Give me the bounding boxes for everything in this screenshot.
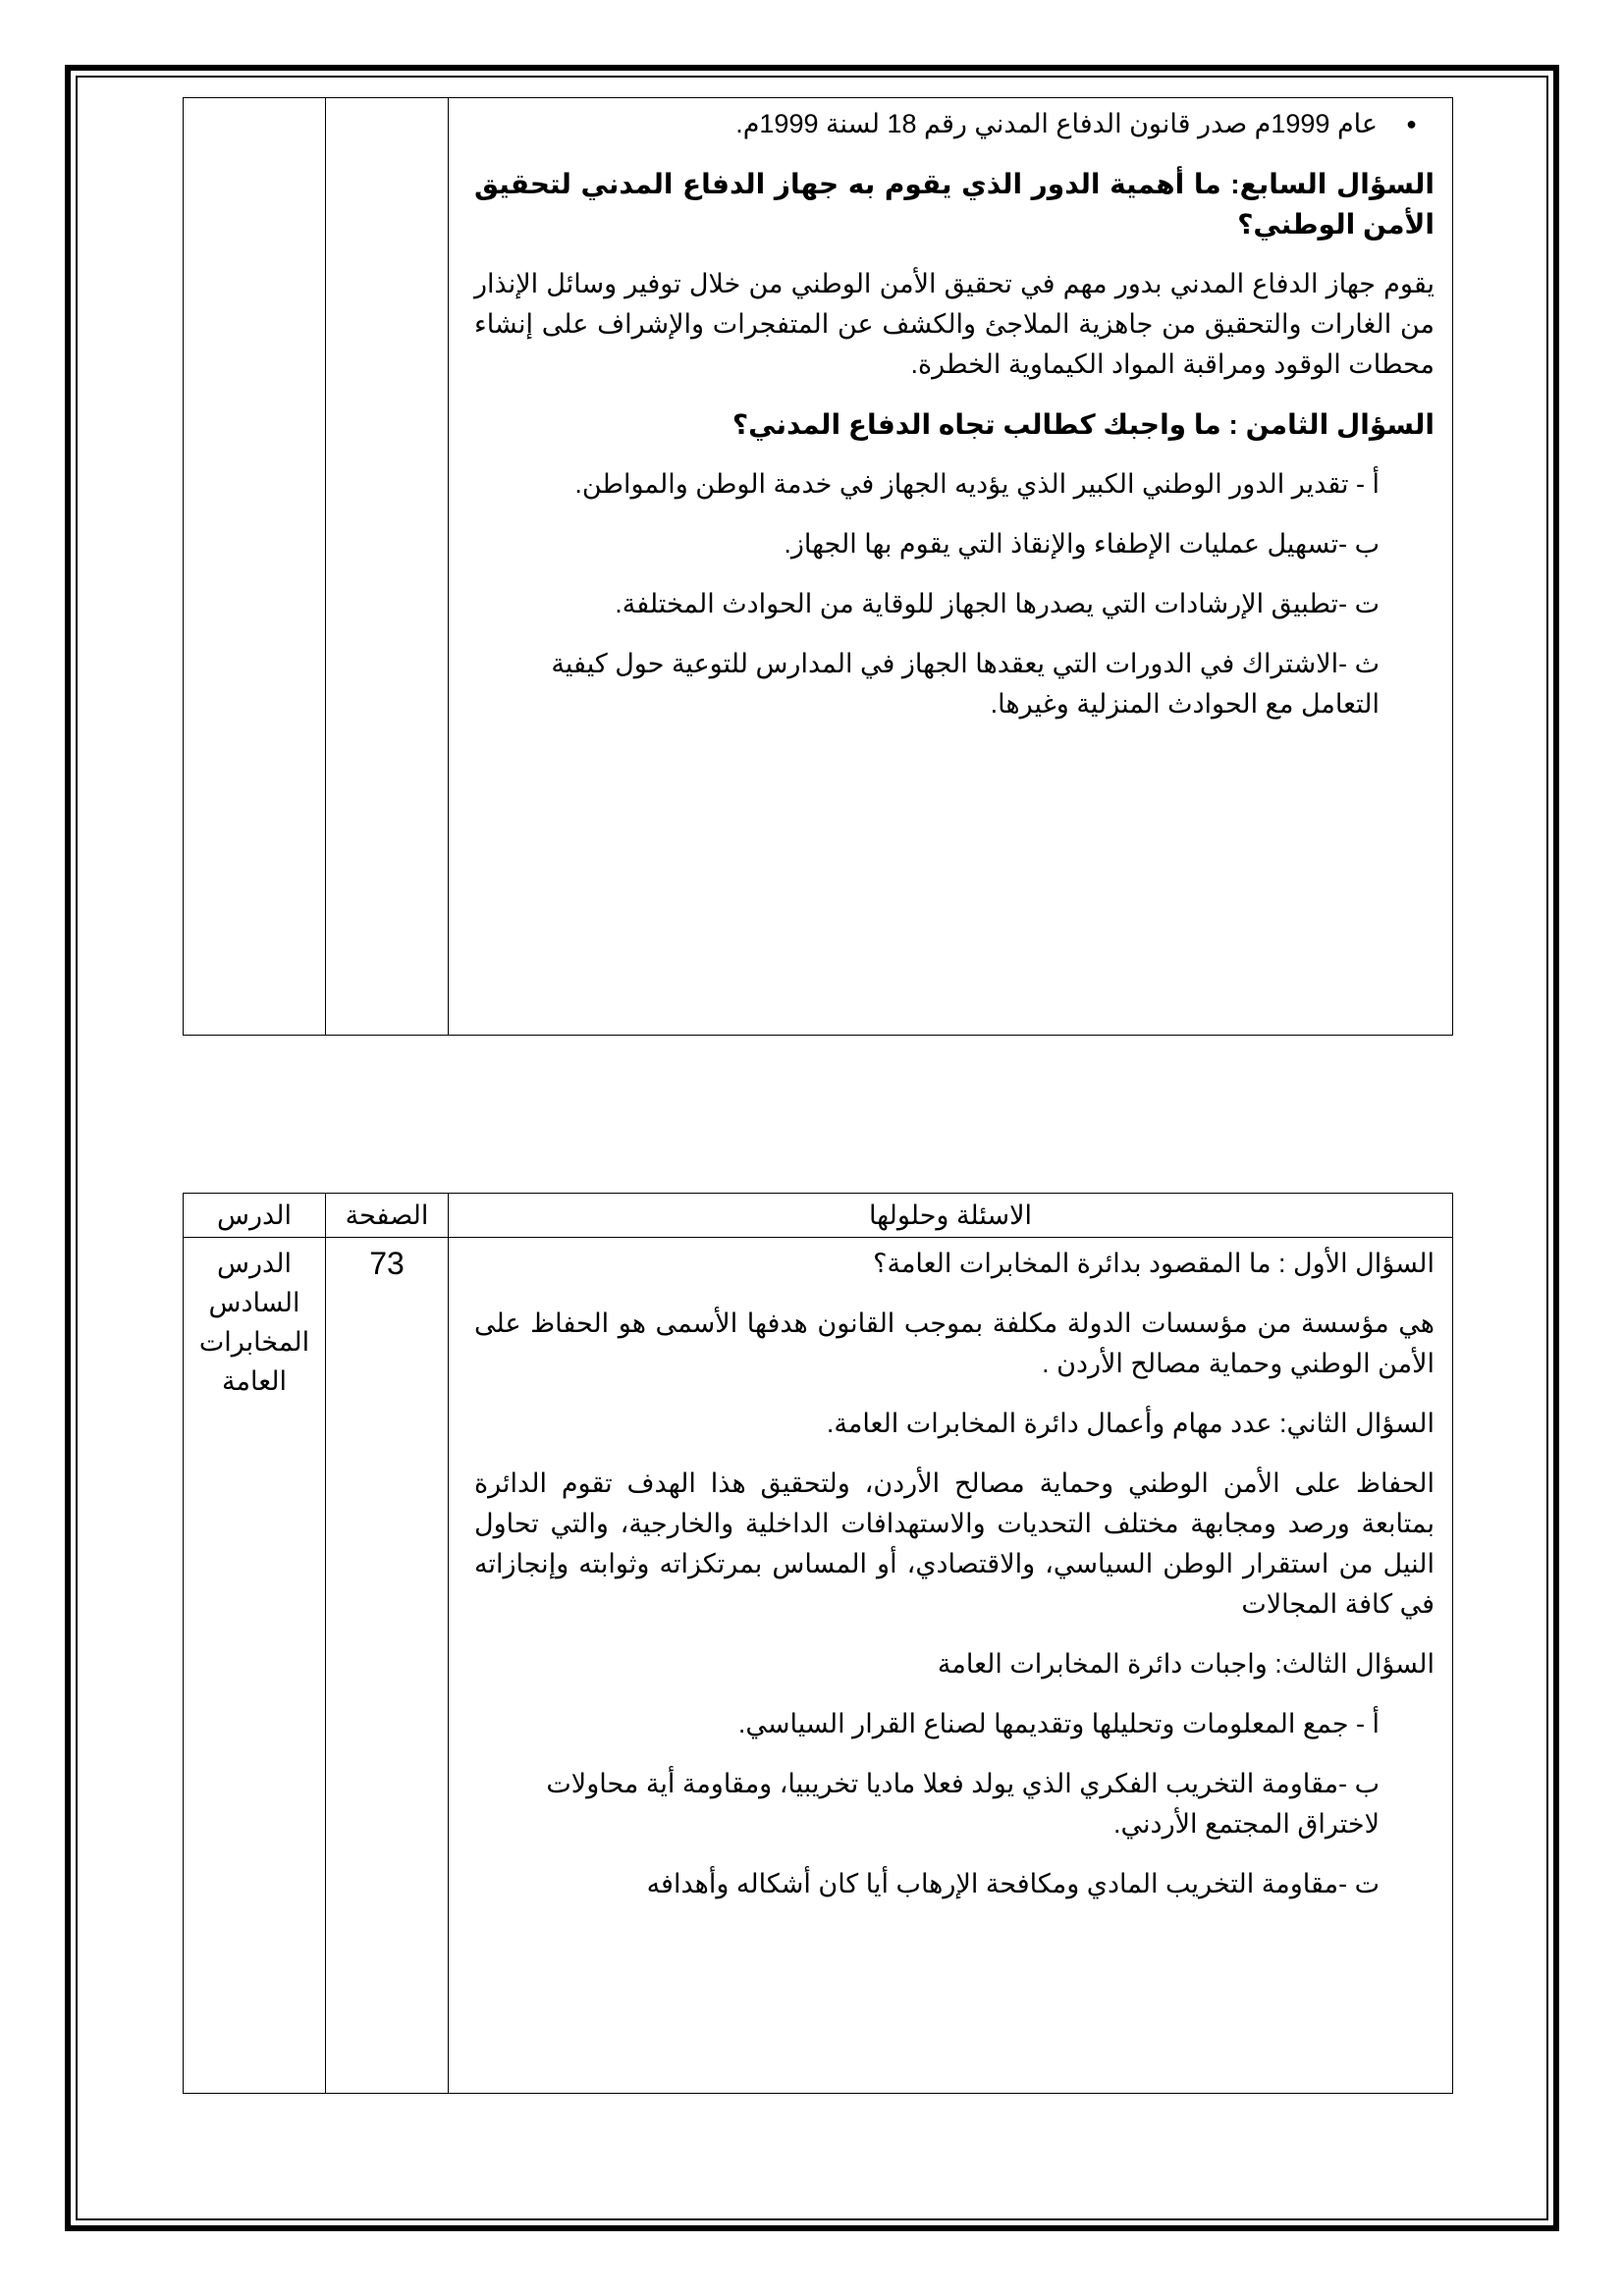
question-2-title: السؤال الثاني: عدد مهام وأعمال دائرة المخابرات العامة. (826, 1409, 1435, 1438)
page-cell-empty (326, 98, 449, 1036)
question-3-item: ت -مقاومة التخريب المادي ومكافحة الإرهاب أيا كان أشكاله وأهدافه (646, 1869, 1380, 1898)
law-bullet: ● عام 1999م صدر قانون الدفاع المدني رقم 18 لسنة 1999م. (474, 104, 1435, 144)
lesson-line: الدرس (217, 1249, 292, 1278)
question-3-title: السؤال الثالث: واجبات دائرة المخابرات العامة (937, 1649, 1435, 1679)
civil-defense-table (183, 97, 1453, 1036)
question-3-item: أ - جمع المعلومات وتحليلها وتقديمها لصناع القرار السياسي. (737, 1709, 1380, 1738)
question-8-item: ث -الاشتراك في الدورات التي يعقدها الجهاز في المدارس للتوعية حول كيفية التعامل مع الحوادث المنزلية وغيرها. (551, 649, 1380, 719)
question-1-answer: هي مؤسسة من مؤسسات الدولة مكلفة بموجب القانون هدفها الأسمى هو الحفاظ على الأمن الوطني وحماية مصالح الأردن . (474, 1308, 1435, 1378)
answers-cell (449, 98, 1453, 1036)
lesson-name (184, 1238, 326, 2094)
header-questions: الاسئلة وحلولها (449, 1194, 1453, 1238)
header-lesson: الدرس (184, 1194, 326, 1238)
lesson-line: العامة (222, 1366, 287, 1396)
question-2-answer: الحفاظ على الأمن الوطني وحماية مصالح الأردن، ولتحقيق هذا الهدف تقوم الدائرة بمتابعة ورصد ومجابهة مختلف التحديات والاستهدافات الداخلية والخارجية، والتي تحاول النيل من استقرار الوطن السياسي، والاقتصادي، أو المساس بمرتكزاته وثوابته وإنجازاته في كافة المجالات (474, 1468, 1435, 1619)
question-8-title: السؤال الثامن : ما واجبك كطالب تجاه الدفاع المدني؟ (731, 409, 1435, 440)
question-8-item: ب -تسهيل عمليات الإطفاء والإنقاذ التي يقوم بها الجهاز. (784, 529, 1380, 559)
lesson-cell-empty (184, 98, 326, 1036)
question-8-item: أ - تقدير الدور الوطني الكبير الذي يؤديه الجهاز في خدمة الوطن والمواطن. (574, 469, 1380, 499)
header-page: الصفحة (326, 1194, 449, 1238)
lesson-line: السادس (208, 1288, 300, 1317)
page-number: 73 (326, 1238, 449, 2094)
question-7-answer: يقوم جهاز الدفاع المدني بدور مهم في تحقيق الأمن الوطني من خلال توفير وسائل الإنذار من الغارات والتحقيق من جاهزية الملاجئ والكشف عن المتفجرات والإشراف على إنشاء محطات الوقود ومراقبة المواد الكيماوية الخطرة. (474, 269, 1435, 379)
question-3-item: ب -مقاومة التخريب الفكري الذي يولد فعلا ماديا تخريبيا، ومقاومة أية محاولات لاختراق المجتمع الأردني. (546, 1769, 1380, 1839)
question-7-title: السؤال السابع: ما أهمية الدور الذي يقوم به جهاز الدفاع المدني لتحقيق الأمن الوطني؟ (474, 169, 1435, 240)
answers-cell (449, 1238, 1453, 2094)
question-8-item: ت -تطبيق الإرشادات التي يصدرها الجهاز للوقاية من الحوادث المختلفة. (615, 589, 1380, 618)
intelligence-table (183, 1193, 1453, 2094)
lesson-line: المخابرات (198, 1327, 310, 1357)
question-1-title: السؤال الأول : ما المقصود بدائرة المخابرات العامة؟ (873, 1249, 1435, 1278)
